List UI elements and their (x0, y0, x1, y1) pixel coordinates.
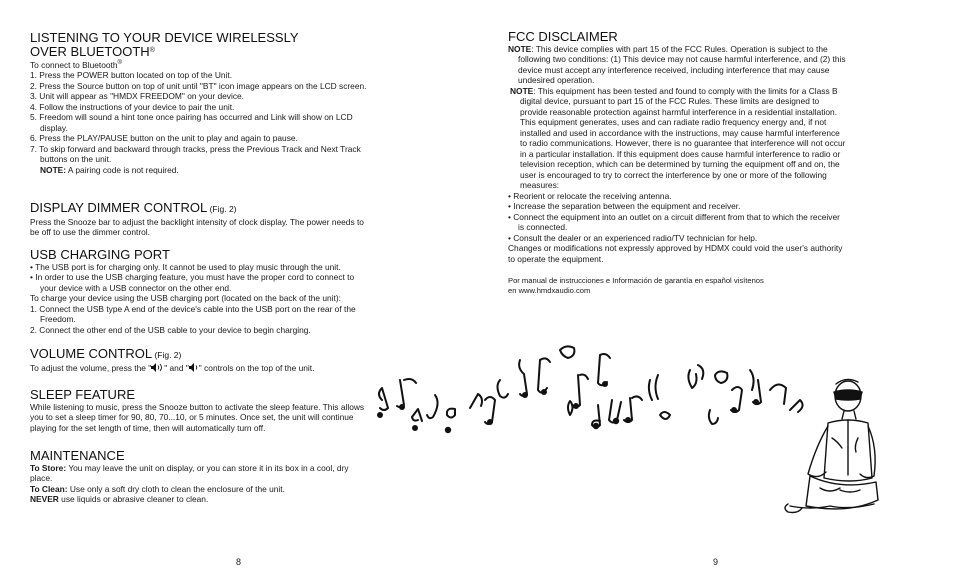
bluetooth-title: LISTENING TO YOUR DEVICE WIRELESSLY OVER BLUETOOTH® (30, 30, 299, 59)
usb-section (30, 248, 370, 335)
volume-text: To adjust the volume, press the " " and " " controls on the top of the unit. (30, 362, 315, 373)
volume-down-icon (189, 363, 199, 375)
music-notes-illustration (360, 320, 840, 450)
volume-title: VOLUME CONTROL (Fig. 2) (30, 346, 182, 361)
bluetooth-step: 2. Press the Source button on top of unit until "BT" icon image appears on the LCD screen. (30, 80, 367, 91)
page-number-right: 9 (713, 557, 719, 567)
bluetooth-step: 7. To skip forward and backward through tracks, press the Previous Track and Next Track buttons on the unit. (30, 143, 361, 165)
maintenance-section (30, 449, 370, 505)
fcc-title: FCC DISCLAIMER (508, 29, 618, 44)
page-number-left: 8 (236, 557, 242, 567)
volume-up-icon (151, 363, 164, 375)
usb-step: 2. Connect the other end of the USB cable to your device to begin charging. (30, 324, 311, 335)
meditating-man-illustration (770, 378, 880, 526)
dimmer-text: Press the Snooze bar to adjust the backlight intensity of clock display. The power needs to be off to use the dimmer control. (30, 216, 364, 237)
dimmer-title: DISPLAY DIMMER CONTROL (Fig. 2) (30, 200, 237, 215)
fcc-measure: • Reorient or relocate the receiving antenna. (508, 190, 672, 201)
bluetooth-intro: To connect to Bluetooth® (30, 59, 122, 70)
usb-step: 1. Connect the USB type A end of the device's cable into the USB port on the rear of the Freedom. (30, 303, 356, 324)
spanish-text: Por manual de instrucciones e Información de garantía en español visítenos (508, 276, 764, 285)
bluetooth-step: 5. Freedom will sound a hint tone once pairing has occurred and Link will show on LCD display. (30, 112, 353, 133)
fcc-measure: • Consult the dealer or an experienced radio/TV technician for help. (508, 232, 758, 243)
fcc-note-2: NOTE: This equipment has been tested and found to comply with the limits for a Class B digital device, pursuant to part 15 of the FCC Rules. These limits are designed to provide reasonable protection against harmful interference in a residential installation. This equipment generates, uses and can radiate radio frequency energy and, if not installed and used in accordance with the instructions, may cause harmful interference to radio communications. However, there is no guarantee that interference will not occur in a particular installation. If this equipment does cause harmful interference to radio or television reception, which can be determined by turning the equipment off and on, the user is encouraged to try to correct the interference by one or more of the following measures: (510, 85, 846, 190)
sleep-section (30, 388, 370, 433)
bluetooth-step: 4. Follow the instructions of your device to pair the unit. (30, 101, 235, 112)
fcc-note-1: NOTE: This device complies with part 15 of the FCC Rules. Operation is subject to the following two conditions: (1) This device may not cause harmful interference, and (2) this device must accept any interference received, including interference that may cause undesired operation. (508, 43, 846, 85)
bluetooth-step: 6. Press the PLAY/PAUSE button on the unit to play and again to pause. (30, 133, 298, 144)
maintenance-store: To Store: You may leave the unit on display, or you can store it in its box in a cool, dry place. (30, 462, 349, 483)
fcc-measure: • Connect the equipment into an outlet on a circuit different from that to which the receiver is connected. (508, 211, 840, 232)
usb-title: USB CHARGING PORT (30, 247, 170, 262)
bluetooth-note: NOTE: A pairing code is not required. (40, 164, 179, 175)
spanish-info: Por manual de instrucciones e Información de garantía en español visítenos en www.hmdxaudio.com (508, 276, 848, 295)
usb-bullet: • In order to use the USB charging feature, you must have the proper cord to connect to your device with a USB connector on the other end. (30, 272, 355, 293)
bluetooth-step: 3. Unit will appear as "HMDX FREEDOM" on your device. (30, 91, 244, 102)
usb-bullet: • The USB port is for charging only. It cannot be used to play music through the unit. (30, 261, 341, 272)
maintenance-title: MAINTENANCE (30, 448, 125, 463)
usb-intro: To charge your device using the USB charging port (located on the back of the unit): (30, 293, 341, 303)
bluetooth-step: 1. Press the POWER button located on top of the Unit. (30, 70, 233, 81)
website-link[interactable]: www.hmdxaudio.com (518, 285, 591, 295)
maintenance-clean: To Clean: Use only a soft dry cloth to clean the enclosure of the unit. (30, 483, 285, 494)
fcc-section (508, 30, 848, 264)
sleep-title: SLEEP FEATURE (30, 387, 135, 402)
bluetooth-section (30, 31, 370, 175)
left-page (30, 0, 370, 588)
volume-section (30, 347, 370, 374)
dimmer-section (30, 201, 370, 238)
sleep-text: While listening to music, press the Snooze button to activate the sleep feature. This allows you to set a sleep timer for 90, 80, 70...10, or 5 minutes. Once set, the unit will continue playing for the set length of time, then will automatically turn off. (30, 401, 365, 433)
fcc-measure: • Increase the separation between the equipment and receiver. (508, 201, 741, 211)
fcc-changes: Changes or modifications not expressly approved by HDMX could void the user's authority to operate the equipment. (508, 243, 843, 264)
maintenance-never: NEVER use liquids or abrasive cleaner to clean. (30, 494, 209, 504)
